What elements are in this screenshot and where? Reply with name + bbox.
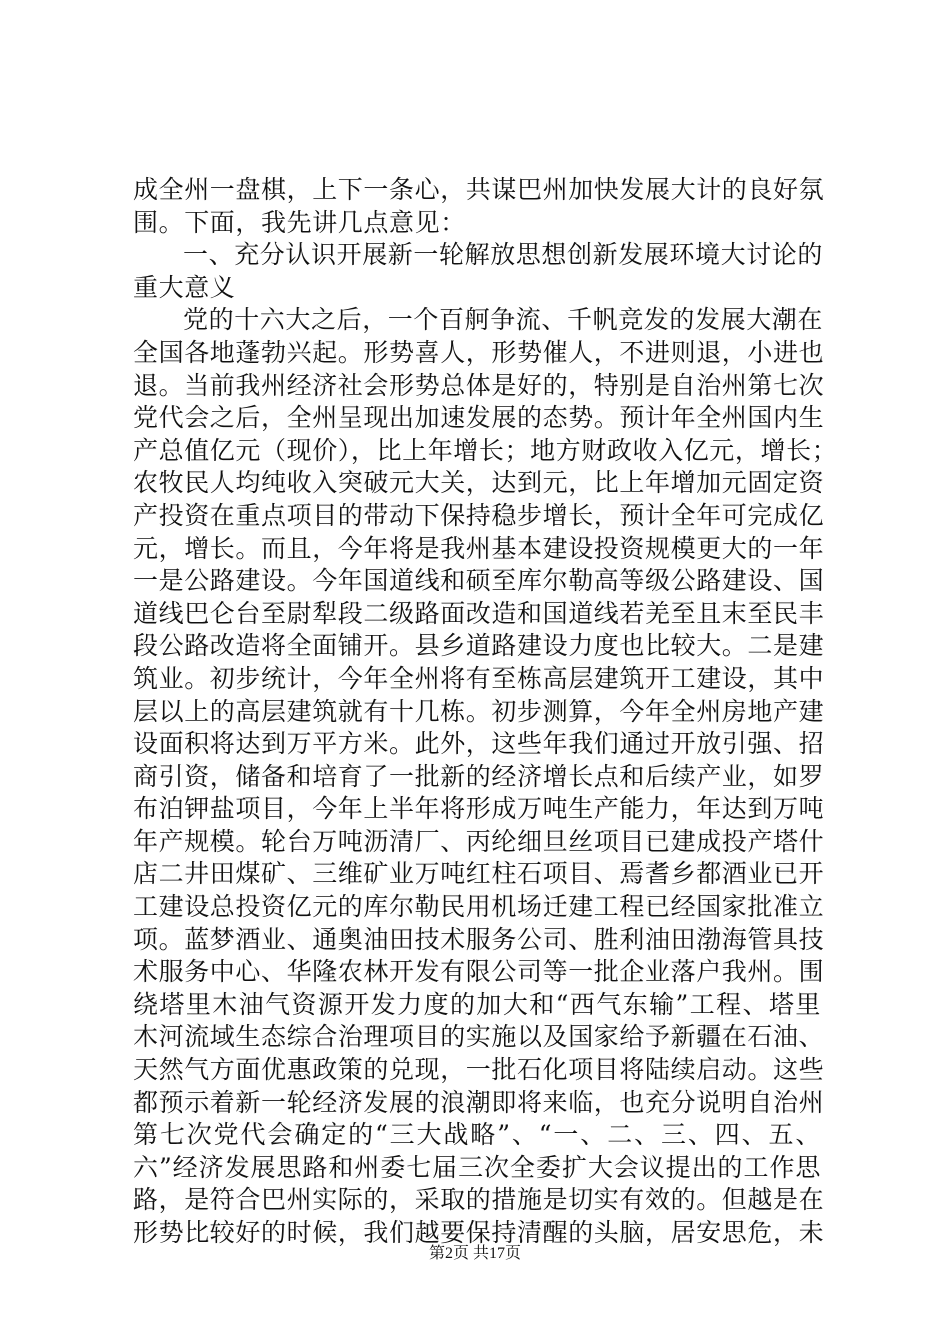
text-line: 产总值亿元（现价），比上年增长；地方财政收入亿元，增长； bbox=[133, 435, 838, 465]
section-heading-line: 一、充分认识开展新一轮解放思想创新发展环境大讨论的 bbox=[183, 240, 824, 270]
text-line: 形势比较好的时候，我们越要保持清醒的头脑，居安思危，未 bbox=[133, 1218, 825, 1247]
text-line: 设面积将达到万平方米。此外，这些年我们通过开放引强、招 bbox=[133, 729, 825, 759]
text-line: 产投资在重点项目的带动下保持稳步增长，预计全年可完成亿 bbox=[133, 500, 825, 530]
text-line: 层以上的高层建筑就有十几栋。初步测算，今年全州房地产建 bbox=[133, 696, 825, 726]
section-heading-line: 重大意义 bbox=[133, 272, 236, 302]
text-line: 元，增长。而且，今年将是我州基本建设投资规模更大的一年 bbox=[133, 533, 825, 563]
text-line: 六”经济发展思路和州委七届三次全委扩大会议提出的工作思 bbox=[133, 1152, 821, 1182]
paragraph-first-line: 党的十六大之后，一个百舸争流、千帆竞发的发展大潮在 bbox=[183, 305, 824, 335]
text-line: 年产规模。轮台万吨沥清厂、丙纶细旦丝项目已建成投产塔什 bbox=[133, 826, 825, 856]
text-line: 工建设总投资亿元的库尔勒民用机场迁建工程已经国家批准立 bbox=[133, 892, 825, 922]
text-line: 木河流域生态综合治理项目的实施以及国家给予新疆在石油、 bbox=[133, 1022, 825, 1052]
text-line: 店二井田煤矿、三维矿业万吨红柱石项目、焉耆乡都酒业已开 bbox=[133, 859, 825, 889]
text-line: 全国各地蓬勃兴起。形势喜人，形势催人，不进则退，小进也 bbox=[133, 337, 825, 367]
text-line: 第七次党代会确定的“三大战略”、“一、二、三、四、五、 bbox=[133, 1120, 821, 1150]
text-line: 围。下面，我先讲几点意见： bbox=[133, 207, 466, 237]
text-line: 党代会之后，全州呈现出加速发展的态势。预计年全州国内生 bbox=[133, 403, 825, 433]
text-line: 段公路改造将全面铺开。县乡道路建设力度也比较大。二是建 bbox=[133, 631, 825, 661]
text-line: 筑业。初步统计，今年全州将有至栋高层建筑开工建设，其中 bbox=[133, 663, 825, 693]
text-line: 农牧民人均纯收入突破元大关，达到元，比上年增加元固定资 bbox=[133, 468, 825, 498]
text-line: 退。当前我州经济社会形势总体是好的，特别是自治州第七次 bbox=[133, 370, 825, 400]
text-line: 一是公路建设。今年国道线和硕至库尔勒高等级公路建设、国 bbox=[133, 566, 825, 596]
text-line: 绕塔里木油气资源开发力度的加大和“西气东输”工程、塔里 bbox=[133, 989, 821, 1019]
text-line: 商引资，储备和培育了一批新的经济增长点和后续产业，如罗 bbox=[133, 761, 825, 791]
text-line: 术服务中心、华隆农林开发有限公司等一批企业落户我州。围 bbox=[133, 957, 825, 987]
document-body bbox=[133, 174, 838, 1250]
text-line: 成全州一盘棋，上下一条心，共谋巴州加快发展大计的良好氛 bbox=[133, 175, 825, 204]
text-line: 路，是符合巴州实际的，采取的措施是切实有效的。但越是在 bbox=[133, 1185, 825, 1215]
page-number-footer: 第2页 共17页 bbox=[428, 1245, 521, 1262]
text-line: 布泊钾盐项目，今年上半年将形成万吨生产能力，年达到万吨 bbox=[133, 794, 825, 824]
text-line: 都预示着新一轮经济发展的浪潮即将来临，也充分说明自治州 bbox=[133, 1087, 825, 1117]
text-line: 天然气方面优惠政策的兑现，一批石化项目将陆续启动。这些 bbox=[133, 1055, 825, 1085]
text-line: 项。蓝梦酒业、通奥油田技术服务公司、胜利油田渤海管具技 bbox=[133, 924, 825, 954]
text-line: 道线巴仑台至尉犁段二级路面改造和国道线若羌至且末至民丰 bbox=[133, 598, 825, 628]
